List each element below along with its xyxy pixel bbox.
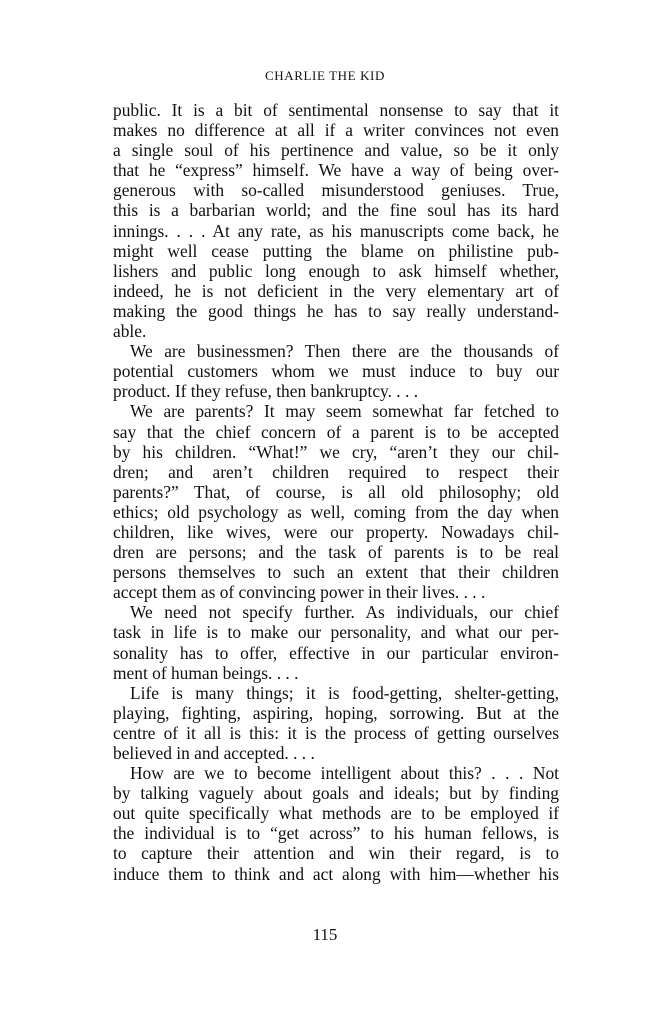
text-line: dren; and aren’t children required to respect their xyxy=(113,461,559,482)
text-line: task in life is to make our personality, and what our per- xyxy=(113,622,559,643)
text-line: We need not specify further. As individuals, our chief xyxy=(130,602,559,623)
text-line: sonality has to offer, effective in our particular environ- xyxy=(113,642,559,663)
text-line: say that the chief concern of a parent is to be accepted xyxy=(113,421,559,442)
running-head: CHARLIE THE KID xyxy=(265,68,385,83)
text-line: Life is many things; it is food-getting, shelter-getting, xyxy=(130,682,559,703)
text-line: lishers and public long enough to ask himself whether, xyxy=(113,260,559,281)
text-line: parents?” That, of course, is all old philosophy; old xyxy=(113,481,559,502)
text-line: believed in and accepted. . . . xyxy=(113,743,315,763)
text-line: product. If they refuse, then bankruptcy. . . . xyxy=(113,381,419,402)
text-line: centre of it all is this: it is the process of getting ourselves xyxy=(113,722,559,743)
text-line: by talking vaguely about goals and ideals; but by finding xyxy=(113,783,559,804)
text-line: generous with so-called misunderstood geniuses. True, xyxy=(113,180,559,201)
text-line: potential customers whom we must induce to buy our xyxy=(113,361,559,382)
text-line: this is a barbarian world; and the fine soul has its hard xyxy=(113,200,559,221)
text-line: persons themselves to such an extent that their children xyxy=(113,562,559,583)
text-line: We are parents? It may seem somewhat far fetched to xyxy=(130,401,559,422)
text-line: dren are persons; and the task of parents is to be real xyxy=(113,542,559,563)
text-line: out quite specifically what methods are to be employed if xyxy=(113,803,559,824)
text-line: children, like wives, were our property. Nowadays chil- xyxy=(113,521,559,542)
text-line: playing, fighting, aspiring, hoping, sorrowing. But at the xyxy=(113,702,559,723)
text-line: ment of human beings. . . . xyxy=(113,662,299,683)
text-line: makes no difference at all if a writer convinces not even xyxy=(113,120,559,141)
text-line: induce them to think and act along with him—whether his xyxy=(113,863,559,884)
text-line: by his children. “What!” we cry, “aren’t they our chil- xyxy=(113,441,559,462)
text-line: How are we to become intelligent about this? . . . Not xyxy=(130,763,559,784)
text-line: to capture their attention and win their regard, is to xyxy=(113,843,559,864)
text-line: accept them as of convincing power in their lives. . . . xyxy=(113,582,486,603)
body-text xyxy=(113,100,559,884)
text-line: might well cease putting the blame on philistine pub- xyxy=(113,240,559,261)
text-line: innings. . . . At any rate, as his manuscripts come back, he xyxy=(113,220,559,241)
text-line: ethics; old psychology as well, coming from the day when xyxy=(113,501,559,522)
text-line: indeed, he is not deficient in the very elementary art of xyxy=(113,280,559,301)
text-line: a single soul of his pertinence and value, so be it only xyxy=(113,140,559,161)
text-line: the individual is to “get across” to his human fellows, is xyxy=(113,823,559,844)
text-line: that he “express” himself. We have a way of being over- xyxy=(113,160,559,181)
text-line: public. It is a bit of sentimental nonsense to say that it xyxy=(113,100,559,120)
text-line: able. xyxy=(113,321,147,342)
text-line: We are businessmen? Then there are the thousands of xyxy=(130,341,559,362)
text-line: making the good things he has to say really understand- xyxy=(113,300,559,321)
page-number: 115 xyxy=(312,925,338,944)
